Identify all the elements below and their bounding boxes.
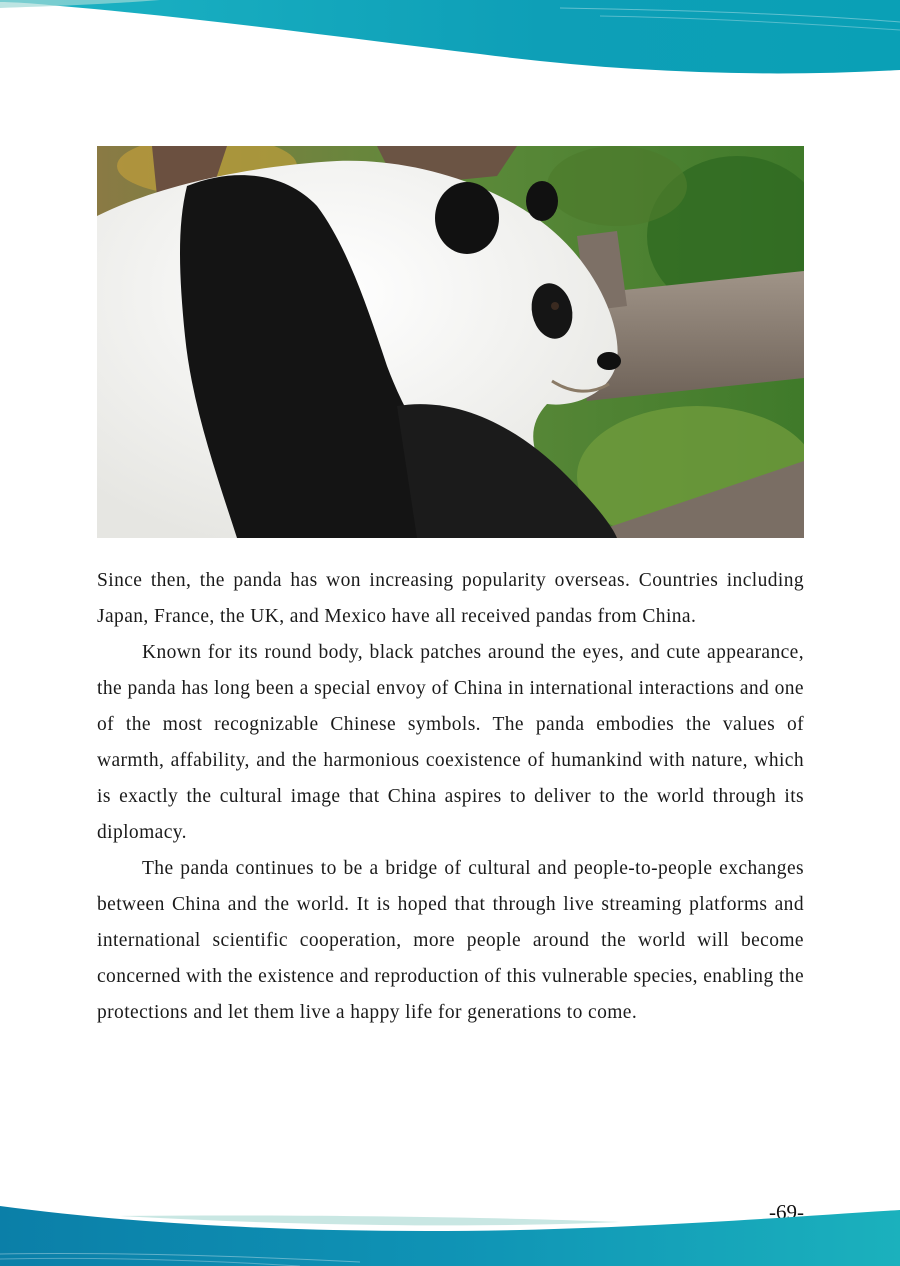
bottom-wave-decoration <box>0 1196 900 1266</box>
article-body <box>97 563 804 1031</box>
paragraph-1: Since then, the panda has won increasing popularity overseas. Countries including Japan, France, the UK, and Mexico have all received pandas from China. <box>97 570 804 627</box>
page-number: -69- <box>769 1200 804 1224</box>
panda-photo <box>97 146 804 538</box>
paragraph-2: Known for its round body, black patches around the eyes, and cute appearance, the panda has long been a special envoy of China in international interactions and one of the most recognizable Chinese symbols. The panda embodies the values of warmth, affability, and the harmonious coexistence of humankind with nature, which is exactly the cultural image that China aspires to deliver to the world through its diplomacy. <box>97 642 804 843</box>
paragraph-3: The panda continues to be a bridge of cultural and people-to-people exchanges between China and the world. It is hoped that through live streaming platforms and international scientific cooperation, more people around the world will become concerned with the existence and reproduction of this vulnerable species, enabling the protections and let them live a happy life for generations to come. <box>97 858 804 1023</box>
top-wave-decoration <box>0 0 900 80</box>
